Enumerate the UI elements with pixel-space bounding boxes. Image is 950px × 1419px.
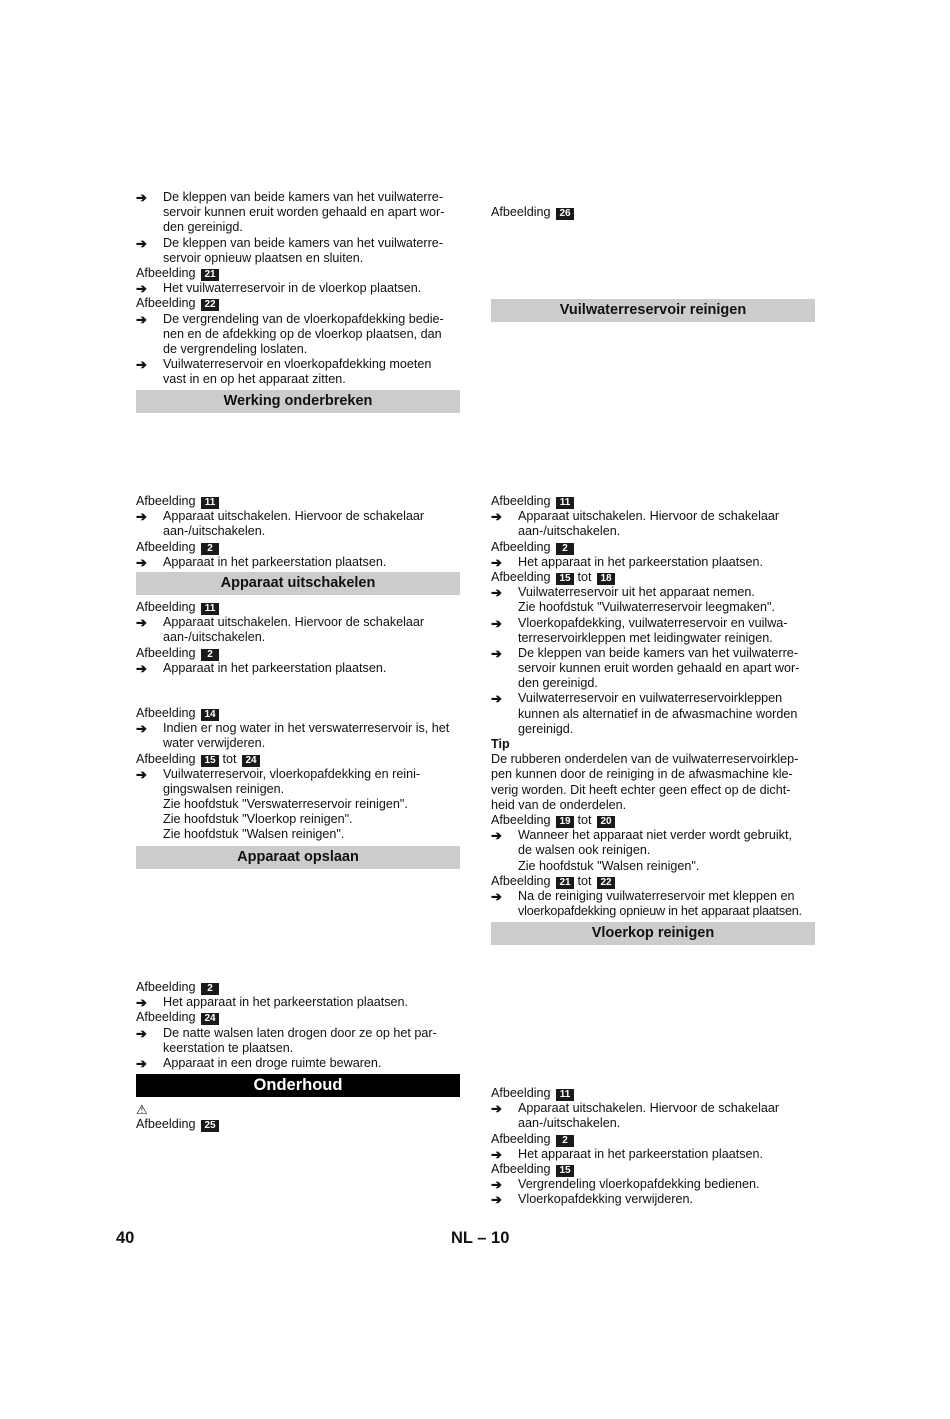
figure-number-badge: 26 [556, 208, 574, 220]
figure-reference: Afbeelding 11 [491, 1086, 815, 1101]
arrow-icon: ➔ [136, 1025, 147, 1041]
bullet-item: ➔ De vergrendeling van de vloerkopafdekking bedie- nen en de afdekking op de vloerkop plaatsen, dan de vergrendeling loslaten. [136, 311, 444, 356]
figure-number-badge: 11 [556, 497, 574, 509]
tip-label: Tip [491, 737, 510, 751]
arrow-icon: ➔ [136, 721, 147, 737]
section-vloerkop-reinigen [491, 1086, 815, 1208]
section-vuilwaterreservoir-reinigen [491, 494, 815, 919]
section-heading-apparaat-opslaan: Apparaat opslaan [136, 846, 460, 869]
section-onderhoud [136, 1102, 460, 1132]
bullet-item: ➔ Indien er nog water in het verswaterreservoir is, het water verwijderen. [136, 721, 450, 751]
arrow-icon: ➔ [491, 1146, 502, 1162]
figure-reference: Afbeelding 19 tot 20 [491, 813, 815, 828]
arrow-icon: ➔ [136, 766, 147, 782]
section-heading-vloerkop-reinigen: Vloerkop reinigen [491, 922, 815, 945]
figure-reference: Afbeelding 2 [136, 646, 460, 661]
figure-reference: Afbeelding 26 [491, 205, 815, 220]
bullet-item: ➔ De natte walsen laten drogen door ze op het par- keerstation te plaatsen. [136, 1025, 437, 1055]
figure-number-badge: 2 [201, 543, 219, 555]
figure-reference: Afbeelding 11 [491, 494, 815, 509]
tip-text: heid van de onderdelen. [491, 797, 627, 812]
section-heading-vuilwaterreservoir-reinigen: Vuilwaterreservoir reinigen [491, 299, 815, 322]
section-heading-onderhoud: Onderhoud [136, 1074, 460, 1097]
figure-number-badge: 2 [201, 649, 219, 661]
arrow-icon: ➔ [491, 691, 502, 707]
bullet-item: ➔ Het apparaat in het parkeerstation plaatsen. [491, 1146, 764, 1162]
bullet-item: ➔ Wanneer het apparaat niet verder wordt gebruikt, de walsen ook reinigen. Zie hoofdstuk "Walsen reinigen". [491, 828, 792, 873]
figure-reference: Afbeelding 15 [491, 1162, 815, 1177]
bullet-item: ➔ Vuilwaterreservoir, vloerkopafdekking en reini- gingswalsen reinigen. Zie hoofdstuk "Verswaterreservoir reinigen". Zie hoofdstuk "Vloerkop reinigen". Zie hoofdstuk "Walsen reinigen". [136, 766, 421, 842]
arrow-icon: ➔ [491, 888, 502, 904]
right-column-top [491, 205, 815, 220]
figure-number-badge: 15 [556, 573, 574, 585]
figure-reference: Afbeelding 22 [136, 296, 460, 311]
left-column-top [136, 190, 460, 387]
bullet-item: ➔ Het apparaat in het parkeerstation plaatsen. [136, 995, 409, 1011]
figure-number-badge: 2 [556, 543, 574, 555]
bullet-item: ➔ Vloerkopafdekking, vuilwaterreservoir en vuilwa- terreservoirkleppen met leidingwater reinigen. [491, 615, 788, 645]
arrow-icon: ➔ [136, 554, 147, 570]
bullet-item: ➔ Vergrendeling vloerkopafdekking bedienen. [491, 1177, 760, 1193]
bullet-item: ➔ Het apparaat in het parkeerstation plaatsen. [491, 554, 764, 570]
arrow-icon: ➔ [491, 509, 502, 525]
warning-icon: ⚠ [136, 1102, 148, 1117]
arrow-icon: ➔ [491, 1192, 502, 1208]
figure-number-badge: 11 [556, 1089, 574, 1101]
section-apparaat-uitschakelen [136, 600, 460, 843]
bullet-item: ➔ Apparaat uitschakelen. Hiervoor de schakelaar aan-/uitschakelen. [136, 615, 425, 645]
figure-number-badge: 15 [556, 1165, 574, 1177]
page-number: 40 [116, 1229, 135, 1247]
figure-reference: Afbeelding 21 tot 22 [491, 874, 815, 889]
figure-reference: Afbeelding 2 [136, 980, 460, 995]
bullet-item: ➔ Apparaat in een droge ruimte bewaren. [136, 1055, 382, 1071]
figure-reference: Afbeelding 2 [491, 1132, 815, 1147]
section-werking-onderbreken [136, 494, 460, 570]
arrow-icon: ➔ [491, 1177, 502, 1193]
arrow-icon: ➔ [491, 828, 502, 844]
figure-number-badge: 21 [556, 877, 574, 889]
bullet-item: ➔ Vuilwaterreservoir en vuilwaterreservoirkleppen kunnen als alternatief in de afwasmachine worden gereinigd. [491, 691, 798, 736]
figure-number-badge: 15 [201, 755, 219, 767]
arrow-icon: ➔ [136, 1055, 147, 1071]
arrow-icon: ➔ [491, 585, 502, 601]
figure-number-badge: 18 [597, 573, 615, 585]
figure-number-badge: 14 [201, 709, 219, 721]
arrow-icon: ➔ [491, 1101, 502, 1117]
bullet-item: ➔ Apparaat uitschakelen. Hiervoor de schakelaar aan-/uitschakelen. [491, 509, 780, 539]
arrow-icon: ➔ [136, 190, 147, 205]
figure-reference: Afbeelding 24 [136, 1010, 460, 1025]
figure-number-badge: 2 [556, 1135, 574, 1147]
figure-number-badge: 20 [597, 816, 615, 828]
figure-reference: Afbeelding 25 [136, 1117, 460, 1132]
figure-reference: Afbeelding 11 [136, 494, 460, 509]
figure-reference: Afbeelding 2 [136, 540, 460, 555]
figure-number-badge: 2 [201, 983, 219, 995]
arrow-icon: ➔ [491, 554, 502, 570]
tip-text: De rubberen onderdelen van de vuilwaterreservoirklep- [491, 752, 799, 767]
figure-reference: Afbeelding 21 [136, 266, 460, 281]
section-apparaat-opslaan [136, 980, 460, 1071]
bullet-item: ➔ Het vuilwaterreservoir in de vloerkop plaatsen. [136, 281, 422, 297]
arrow-icon: ➔ [136, 509, 147, 525]
bullet-item: ➔ Apparaat uitschakelen. Hiervoor de schakelaar aan-/uitschakelen. [491, 1101, 780, 1131]
figure-reference: Afbeelding 15 tot 24 [136, 752, 460, 767]
bullet-item: ➔ Na de reiniging vuilwaterreservoir met kleppen en vloerkopafdekking opnieuw in het apparaat plaatsen. [491, 888, 802, 919]
arrow-icon: ➔ [136, 281, 147, 297]
figure-number-badge: 11 [201, 603, 219, 615]
arrow-icon: ➔ [136, 311, 147, 327]
figure-number-badge: 11 [201, 497, 219, 509]
bullet-item: ➔ De kleppen van beide kamers van het vuilwaterre- servoir kunnen eruit worden gehaald en apart wor- den gereinigd. [136, 190, 445, 235]
figure-number-badge: 22 [597, 877, 615, 889]
arrow-icon: ➔ [491, 615, 502, 631]
tip-text: pen kunnen door de reiniging in de afwasmachine kle- [491, 767, 793, 782]
figure-number-badge: 24 [242, 755, 260, 767]
bullet-item: ➔ Vuilwaterreservoir uit het apparaat nemen. Zie hoofdstuk "Vuilwaterreservoir leegmaken". [491, 585, 775, 615]
arrow-icon: ➔ [136, 615, 147, 631]
arrow-icon: ➔ [136, 357, 147, 373]
figure-reference: Afbeelding 15 tot 18 [491, 570, 815, 585]
figure-reference: Afbeelding 2 [491, 540, 815, 555]
section-heading-werking-onderbreken: Werking onderbreken [136, 390, 460, 413]
arrow-icon: ➔ [491, 645, 502, 661]
figure-number-badge: 22 [201, 299, 219, 311]
tip-text: verig worden. Dit heeft echter geen effect op de dicht- [491, 782, 791, 797]
arrow-icon: ➔ [136, 995, 147, 1011]
figure-number-badge: 25 [201, 1120, 219, 1132]
bullet-item: ➔ Vloerkopafdekking verwijderen. [491, 1192, 694, 1208]
bullet-item: ➔ Apparaat in het parkeerstation plaatsen. [136, 660, 387, 676]
figure-number-badge: 21 [201, 269, 219, 281]
section-heading-apparaat-uitschakelen: Apparaat uitschakelen [136, 572, 460, 595]
bullet-item: ➔ De kleppen van beide kamers van het vuilwaterre- servoir kunnen eruit worden gehaald en apart wor- den gereinigd. [491, 645, 800, 691]
figure-number-badge: 24 [201, 1013, 219, 1025]
bullet-item: ➔ Apparaat uitschakelen. Hiervoor de schakelaar aan-/uitschakelen. [136, 509, 425, 539]
bullet-item: ➔ Apparaat in het parkeerstation plaatsen. [136, 554, 387, 570]
page-code: NL – 10 [451, 1229, 510, 1247]
figure-number-badge: 19 [556, 816, 574, 828]
figure-reference: Afbeelding 14 [136, 706, 460, 721]
bullet-item: ➔ Vuilwaterreservoir en vloerkopafdekking moeten vast in en op het apparaat zitten. [136, 357, 432, 387]
bullet-item: ➔ De kleppen van beide kamers van het vuilwaterre- servoir opnieuw plaatsen en sluiten. [136, 235, 444, 265]
figure-reference: Afbeelding 11 [136, 600, 460, 615]
arrow-icon: ➔ [136, 660, 147, 676]
arrow-icon: ➔ [136, 235, 147, 251]
